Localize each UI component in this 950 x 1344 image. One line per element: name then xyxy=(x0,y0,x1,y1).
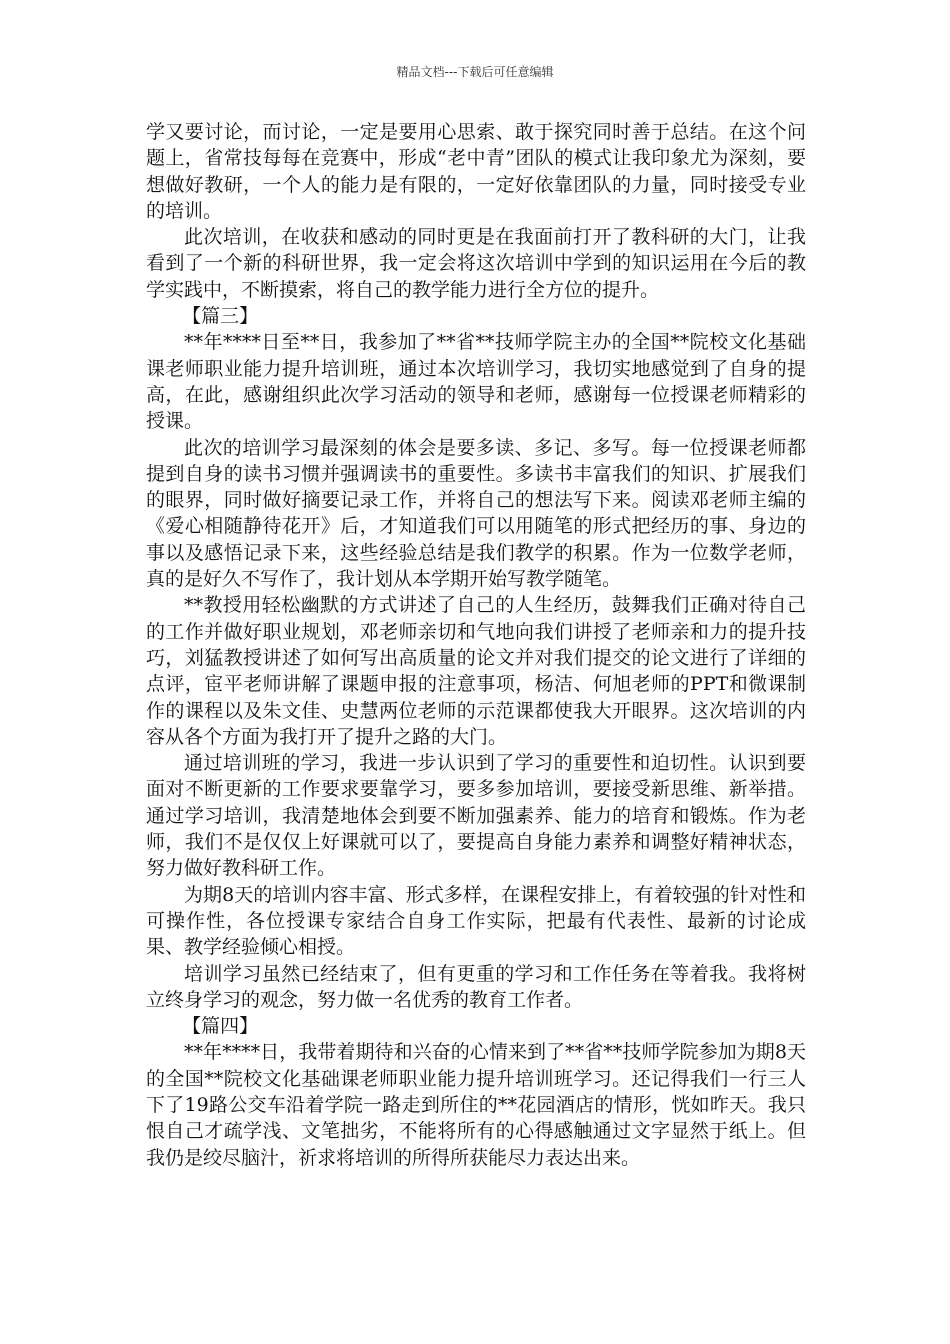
paragraph: 此次的培训学习最深刻的体会是要多读、多记、多写。每一位授课老师都提到自身的读书习惯并强调读书的重要性。多读书丰富我们的知识、扩展我们的眼界，同时做好摘要记录工作，并将自己的想法写下来。阅读邓老师主编的《爱心相随静待花开》后，才知道我们可以用随笔的形式把经历的事、身边的事以及感悟记录下来，这些经验总结是我们教学的积累。作为一位数学老师，真的是好久不写作了，我计划从本学期开始写教学随笔。 xyxy=(146,436,806,591)
section-heading: 【篇四】 xyxy=(182,1015,259,1038)
page-header: 精品文档---下载后可任意编辑 xyxy=(396,65,554,79)
paragraph: 通过培训班的学习，我进一步认识到了学习的重要性和迫切性。认识到要面对不断更新的工作要求要靠学习，要多参加培训，要接受新思维、新举措。通过学习培训，我清楚地体会到要不断加强素养、能力的培育和锻炼。作为老师，我们不是仅仅上好课就可以了，要提高自身能力素养和调整好精神状态，努力做好教科研工作。 xyxy=(146,752,806,880)
paragraph: **教授用轻松幽默的方式讲述了自己的人生经历，鼓舞我们正确对待自己的工作并做好职业规划，邓老师亲切和气地向我们讲授了老师亲和力的提升技巧，刘猛教授讲述了如何写出高质量的论文并对我们提交的论文进行了详细的点评，宦平老师讲解了课题申报的注意事项，杨洁、何旭老师的PPT和微课制作的课程以及朱文佳、史慧两位老师的示范课都使我大开眼界。这次培训的内容从各个方面为我打开了提升之路的大门。 xyxy=(146,594,806,748)
paragraph: 学又要讨论，而讨论，一定是要用心思索、敢于探究同时善于总结。在这个问题上，省常技每每在竞赛中，形成“老中青”团队的模式让我印象尤为深刻，要想做好教研，一个人的能力是有限的，一定好依靠团队的力量，同时接受专业的培训。 xyxy=(146,121,806,222)
paragraph: 培训学习虽然已经结束了，但有更重的学习和工作任务在等着我。我将树立终身学习的观念，努力做一名优秀的教育工作者。 xyxy=(146,962,806,1011)
paragraph: 此次培训，在收获和感动的同时更是在我面前打开了教科研的大门，让我看到了一个新的科研世界，我一定会将这次培训中学到的知识运用在今后的教学实践中，不断摸索，将自己的教学能力进行全方位的提升。 xyxy=(146,226,806,301)
section-heading: 【篇三】 xyxy=(182,305,259,328)
paragraph: **年****日，我带着期待和兴奋的心情来到了**省**技师学院参加为期8天的全国**院校文化基础课老师职业能力提升培训班学习。还记得我们一行三人下了19路公交车沿着学院一路走到所住的**花园酒店的情形，恍如昨天。我只恨自己才疏学浅、文笔拙劣，不能将所有的心得感触通过文字显然于纸上。但我仍是绞尽脑汁，祈求将培训的所得所获能尽力表达出来。 xyxy=(146,1041,806,1169)
paragraph: **年****日至**日，我参加了**省**技师学院主办的全国**院校文化基础课老师职业能力提升培训班，通过本次培训学习，我切实地感觉到了自身的提高，在此，感谢组织此次学习活动的领导和老师，感谢每一位授课老师精彩的授课。 xyxy=(146,331,806,433)
paragraph: 为期8天的培训内容丰富、形式多样，在课程安排上，有着较强的针对性和可操作性，各位授课专家结合自身工作实际，把最有代表性、最新的讨论成果、教学经验倾心相授。 xyxy=(146,883,806,959)
document-body xyxy=(146,119,806,1171)
